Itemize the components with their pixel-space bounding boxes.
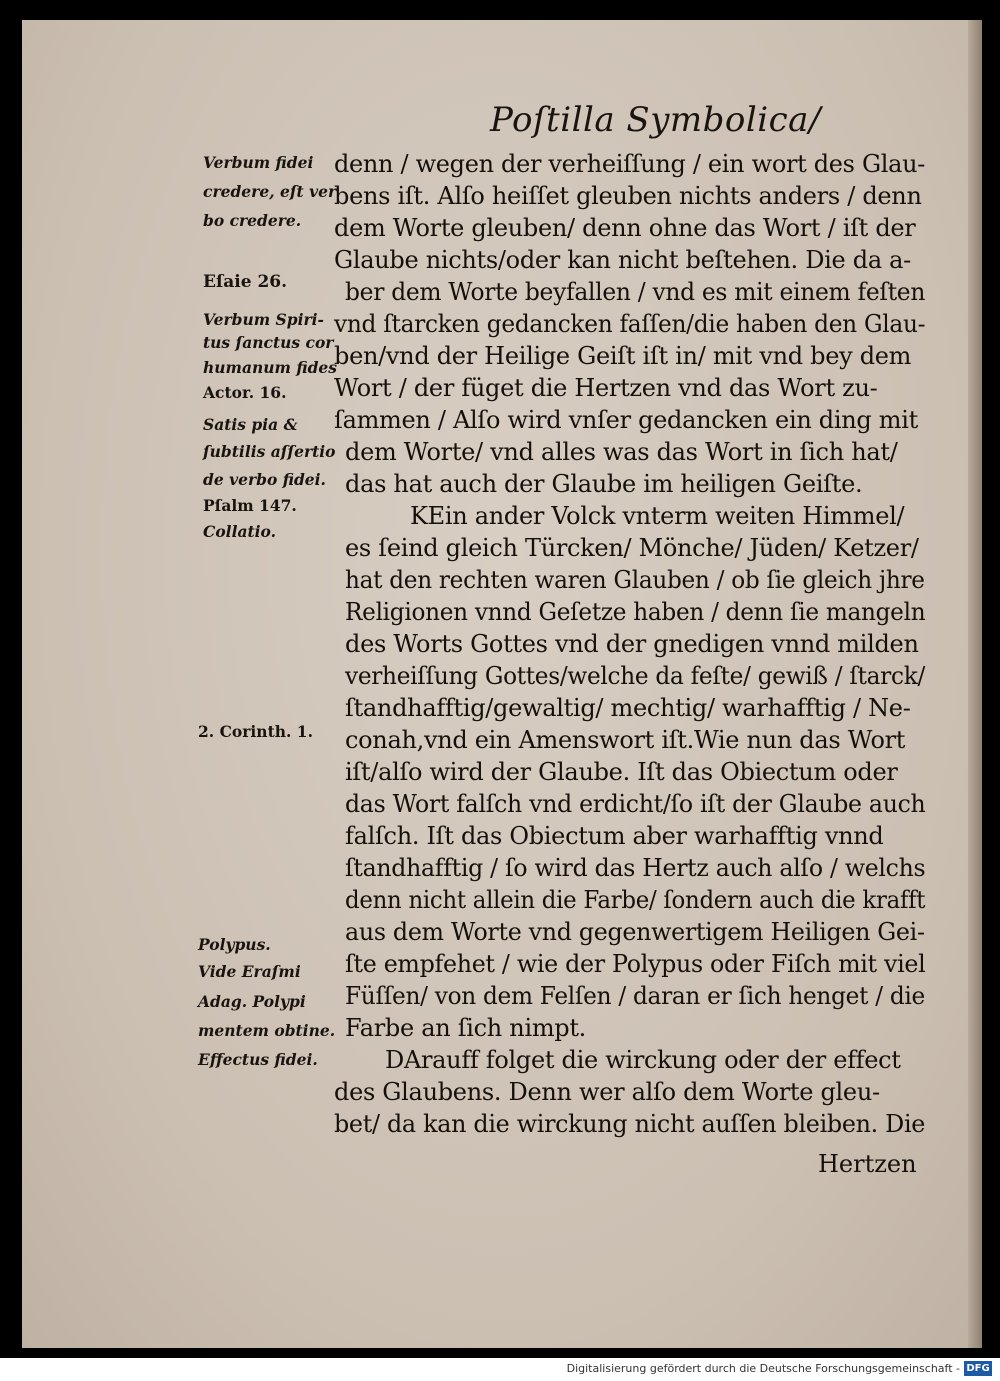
text-line: dem Worte gleuben/ denn ohne das Wort / iſt der <box>334 214 916 242</box>
text-line: das hat auch der Glaube im heiligen Geiſte. <box>345 470 863 498</box>
margin-note: Pſalm 147. <box>203 496 297 515</box>
text-line: ſtandhafftig/gewaltig/ mechtig/ warhafftig / Ne- <box>345 694 911 722</box>
text-line: verheiſſung Gottes/welche da feſte/ gewiß / ſtarck/ <box>345 662 925 690</box>
text-line: Wort / der füget die Hertzen vnd das Wort zu- <box>334 374 878 402</box>
text-line: denn / wegen der verheiſſung / ein wort des Glau- <box>334 150 926 178</box>
text-line: ben/vnd der Heilige Geiſt iſt in/ mit vnd bey dem <box>334 342 912 370</box>
text-line: iſt/alſo wird der Glaube. Iſt das Obiectum oder <box>345 758 898 786</box>
text-line: es ſeind gleich Türcken/ Mönche/ Jüden/ Ketzer/ <box>345 534 919 562</box>
text-line: des Worts Gottes vnd der gnedigen vnnd milden <box>345 630 919 658</box>
text-line: DArauff folget die wirckung oder der effect <box>385 1046 901 1074</box>
text-line: Glaube nichts/oder kan nicht beſtehen. Die da a- <box>334 246 911 274</box>
text-line: Füſſen/ von dem Felſen / daran er ſich henget / die <box>345 982 925 1010</box>
text-line: ſtandhafftig / ſo wird das Hertz auch alſo / welchs <box>345 854 926 882</box>
margin-note: Satis pia & <box>203 415 298 434</box>
text-line: KEin ander Volck vnterm weiten Himmel/ <box>410 502 905 530</box>
text-line: hat den rechten waren Glauben / ob ſie gleich jhre <box>345 566 925 594</box>
margin-note: credere, eſt ver <box>203 182 337 201</box>
text-line: ber dem Worte beyfallen / vnd es mit einem feſten <box>345 278 926 306</box>
text-line: dem Worte/ vnd alles was das Wort in ſich hat/ <box>345 438 898 466</box>
margin-note: 2. Corinth. 1. <box>198 722 313 741</box>
running-header: Poſtilla Symbolica/ <box>490 100 821 140</box>
text-line: conah,vnd ein Amenswort iſt.Wie nun das Wort <box>345 726 906 754</box>
text-line: des Glaubens. Denn wer alſo dem Worte gleu- <box>334 1078 880 1106</box>
text-line: falſch. Iſt das Obiectum aber warhafftig vnnd <box>345 822 884 850</box>
text-line: ſte empfehet / wie der Polypus oder Fiſch mit viel <box>345 950 926 978</box>
funding-credit: Digitalisierung gefördert durch die Deutsche Forschungsgemeinschaft - <box>566 1362 960 1375</box>
margin-note: Effectus fidei. <box>198 1050 318 1069</box>
text-line: bens iſt. Alſo heiſſet gleuben nichts anders / denn <box>334 182 922 210</box>
text-line: das Wort falſch vnd erdicht/ſo iſt der Glaube auch <box>345 790 926 818</box>
margin-note: bo credere. <box>203 211 302 230</box>
catchword: Hertzen <box>818 1150 917 1178</box>
text-line: Religionen vnnd Geſetze haben / denn ſie mangeln <box>345 598 926 626</box>
text-line: bet/ da kan die wirckung nicht auſſen bleiben. Die <box>334 1110 926 1138</box>
margin-note: Polypus. <box>198 935 271 954</box>
margin-note: Adag. Polypi <box>198 992 306 1011</box>
page-spine-shadow <box>968 20 982 1348</box>
margin-note: Verbum fidei <box>203 153 314 172</box>
text-line: Farbe an ſich nimpt. <box>345 1014 587 1042</box>
text-line: denn nicht allein die Farbe/ ſondern auch die krafft <box>345 886 926 914</box>
margin-note: Actor. 16. <box>203 383 287 402</box>
footer-bar <box>0 1358 1000 1381</box>
dfg-logo-icon: DFG <box>964 1361 992 1376</box>
margin-note: Vide Eraſmi <box>198 962 301 981</box>
margin-note: Verbum Spiri- <box>203 310 324 329</box>
margin-note: mentem obtine. <box>198 1021 336 1040</box>
text-line: vnd ſtarcken gedancken faſſen/die haben den Glau- <box>334 310 926 338</box>
text-line: aus dem Worte vnd gegenwertigem Heiligen Gei- <box>345 918 925 946</box>
margin-note: Collatio. <box>203 522 277 541</box>
margin-note: de verbo fidei. <box>203 470 326 489</box>
margin-note: Eſaie 26. <box>203 272 288 292</box>
margin-note: tus ſanctus cor <box>203 333 334 352</box>
margin-note: ſubtilis aſſertio <box>203 442 336 461</box>
text-line: ſammen / Alſo wird vnſer gedancken ein ding mit <box>334 406 918 434</box>
margin-note: humanum fides <box>203 358 338 377</box>
